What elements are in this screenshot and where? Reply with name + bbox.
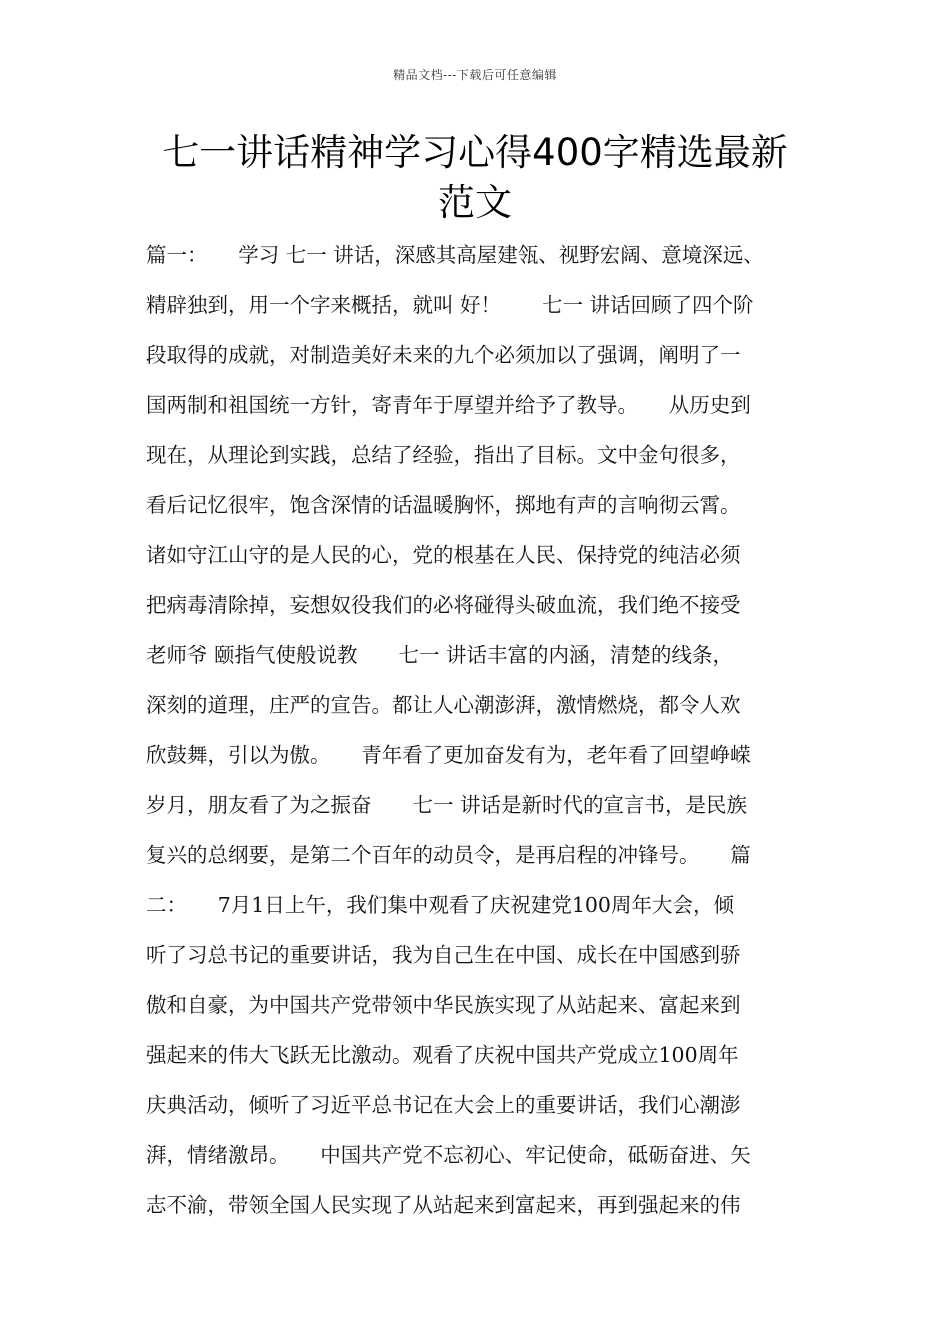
body-line: 篇一： 学习 七一 讲话，深感其高屋建瓴、视野宏阔、意境深远、 <box>146 243 764 267</box>
document-title <box>120 128 830 228</box>
body-line: 段取得的成就，对制造美好未来的九个必须加以了强调，阐明了一 <box>146 343 741 367</box>
body-line: 看后记忆很牢，饱含深情的话温暖胸怀，掷地有声的言响彻云霄。 <box>146 493 741 517</box>
body-line: 志不渝，带领全国人民实现了从站起来到富起来，再到强起来的伟 <box>146 1193 741 1217</box>
body-line: 听了习总书记的重要讲话，我为自己生在中国、成长在中国感到骄 <box>146 943 741 967</box>
body-line: 强起来的伟大飞跃无比激动。观看了庆祝中国共产党成立100周年 <box>146 1043 739 1067</box>
title-line-1: 七一讲话精神学习心得400字精选最新 <box>162 131 788 174</box>
body-line: 岁月，朋友看了为之振奋 七一 讲话是新时代的宣言书，是民族 <box>146 793 748 817</box>
body-line: 深刻的道理，庄严的宣告。都让人心潮澎湃，激情燃烧，都令人欢 <box>146 693 741 717</box>
body-line: 诸如守江山守的是人民的心，党的根基在人民、保持党的纯洁必须 <box>146 543 741 567</box>
body-line: 欣鼓舞，引以为傲。 青年看了更加奋发有为，老年看了回望峥嵘 <box>146 743 751 767</box>
body-line: 湃，情绪激昂。 中国共产党不忘初心、牢记使命，砥砺奋进、矢 <box>146 1143 751 1167</box>
title-line-2: 范文 <box>438 181 512 224</box>
body-line: 精辟独到，用一个字来概括，就叫 好！ 七一 讲话回顾了四个阶 <box>146 293 754 317</box>
body-line: 国两制和祖国统一方针，寄青年于厚望并给予了教导。 从历史到 <box>146 393 751 417</box>
page-header: 精品文档---下载后可任意编辑 <box>393 68 557 82</box>
body-line: 把病毒清除掉，妄想奴役我们的必将碰得头破血流，我们绝不接受 <box>146 593 741 617</box>
body-line: 二： 7月1日上午，我们集中观看了庆祝建党100周年大会，倾 <box>146 893 734 917</box>
body-line: 庆典活动，倾听了习近平总书记在大会上的重要讲话，我们心潮澎 <box>146 1093 741 1117</box>
body-line: 傲和自豪，为中国共产党带领中华民族实现了从站起来、富起来到 <box>146 993 741 1017</box>
body-line: 现在，从理论到实践，总结了经验，指出了目标。文中金句很多， <box>146 443 741 467</box>
document-body <box>146 230 826 1230</box>
body-line: 老师爷 颐指气使般说教 七一 讲话丰富的内涵，清楚的线条， <box>146 643 734 667</box>
body-line: 复兴的总纲要，是第二个百年的动员令，是再启程的冲锋号。 篇 <box>146 843 751 867</box>
